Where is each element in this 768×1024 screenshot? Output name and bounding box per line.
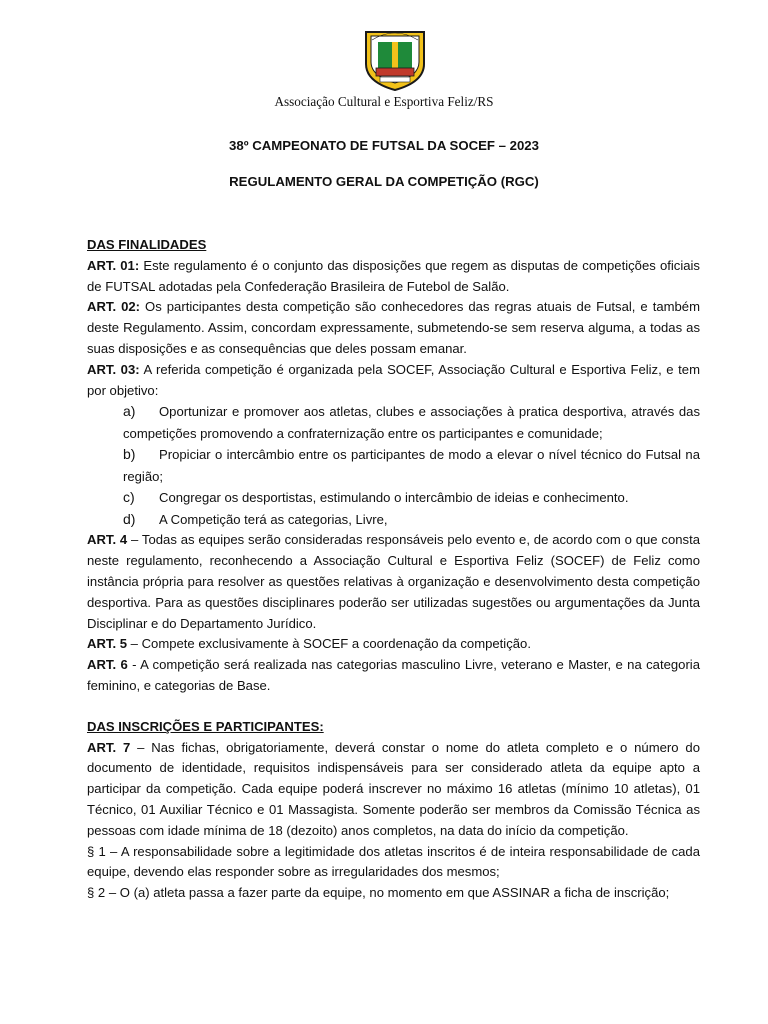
list-item xyxy=(87,487,700,509)
article-02 xyxy=(87,297,700,359)
list-item-letter: c) xyxy=(123,489,135,506)
list-item-text: Congregar os desportistas, estimulando o intercâmbio de ideias e conhecimento. xyxy=(159,490,629,506)
socef-logo xyxy=(358,28,432,92)
article-7 xyxy=(87,738,700,842)
list-item-letter: b) xyxy=(123,446,136,463)
list-item-text: Oportunizar e promover aos atletas, clubes e associações à pratica desportiva, através das competições promovendo a confraternização entre os participantes e comunidade; xyxy=(123,404,700,441)
list-item-letter: d) xyxy=(123,510,136,527)
page-subtitle: REGULAMENTO GERAL DA COMPETIÇÃO (RGC) xyxy=(229,174,539,189)
section-heading-inscricoes: DAS INSCRIÇÕES E PARTICIPANTES: xyxy=(87,718,324,734)
page-title: 38º CAMPEONATO DE FUTSAL DA SOCEF – 2023 xyxy=(229,138,539,153)
list-item xyxy=(87,509,700,531)
article-text: A referida competição é organizada pela SOCEF, Associação Cultural e Esportiva Feliz, e tem por objetivo: xyxy=(87,361,700,398)
list-item-text: Propiciar o intercâmbio entre os participantes de modo a elevar o nível técnico do Futsal na região; xyxy=(123,447,700,484)
article-text: – Todas as equipes serão consideradas responsáveis pelo evento e, de acordo com o que consta neste regulamento, reconhecendo a Associação Cultural e Esportiva Feliz (SOCEF) de Feliz como instância própria para resolver as questões relativas à organização e desenvolvimento desta competição desportiva. Para as questões disciplinares poderão ser utilizadas sugestões ou argumentações da Junta Disciplinar e do Departamento Jurídico. xyxy=(87,532,700,631)
article-text: Este regulamento é o conjunto das disposições que regem as disputas de competições oficiais de FUTSAL adotadas pela Confederação Brasileira de Futebol de Salão. xyxy=(87,257,700,294)
article-01 xyxy=(87,256,700,298)
list-item-letter: a) xyxy=(123,403,136,420)
article-label: ART. 4 xyxy=(87,532,128,548)
article-5 xyxy=(87,634,700,655)
list-item-text: A Competição terá as categorias, Livre, xyxy=(159,511,388,527)
list-item xyxy=(87,401,700,444)
article-text: Os participantes desta competição são conhecedores das regras atuais de Futsal, e também deste Regulamento. Assim, concordam expressamente, submetendo-se sem reserva alguma, a todas as suas disposições e as consequências que deles possam emanar. xyxy=(87,299,700,356)
article-label: ART. 7 xyxy=(87,739,131,755)
document-body xyxy=(87,235,700,904)
article-label: ART. 01: xyxy=(87,257,140,273)
section-heading-finalidades: DAS FINALIDADES xyxy=(87,237,207,252)
socef-crest-icon xyxy=(358,28,432,92)
paragraph-1: § 1 – A responsabilidade sobre a legitimidade dos atletas inscritos é de inteira responsabilidade de cada equipe, devendo elas responder sobre as irregularidades dos mesmos; xyxy=(87,843,700,880)
article-6 xyxy=(87,655,700,697)
organization-name: Associação Cultural e Esportiva Feliz/RS xyxy=(274,94,494,109)
article-label: ART. 6 xyxy=(87,657,128,673)
article-text: - A competição será realizada nas categorias masculino Livre, veterano e Master, e na categoria feminino, e categorias de Base. xyxy=(87,657,700,693)
article-label: ART. 03: xyxy=(87,361,140,377)
article-03 xyxy=(87,360,700,402)
article-text: – Compete exclusivamente à SOCEF a coordenação da competição. xyxy=(127,636,531,652)
list-item xyxy=(87,444,700,487)
article-label: ART. 02: xyxy=(87,299,141,315)
article-4 xyxy=(87,530,700,634)
article-text: – Nas fichas, obrigatoriamente, deverá constar o nome do atleta completo e o número do documento de identidade, requisitos indispensáveis para ser considerado atleta da equipe apto a participar da competição. Cada equipe poderá inscrever no máximo 16 atletas (mínimo 10 atletas), 01 Técnico, 01 Auxiliar Técnico e 01 Massagista. Somente poderão ser membros da Comissão Técnica as pessoas com idade mínima de 18 (dezoito) anos completos, na data do início da competição. xyxy=(87,739,700,838)
article-label: ART. 5 xyxy=(87,636,128,652)
paragraph-2: § 2 – O (a) atleta passa a fazer parte da equipe, no momento em que ASSINAR a ficha de inscrição; xyxy=(87,885,670,901)
